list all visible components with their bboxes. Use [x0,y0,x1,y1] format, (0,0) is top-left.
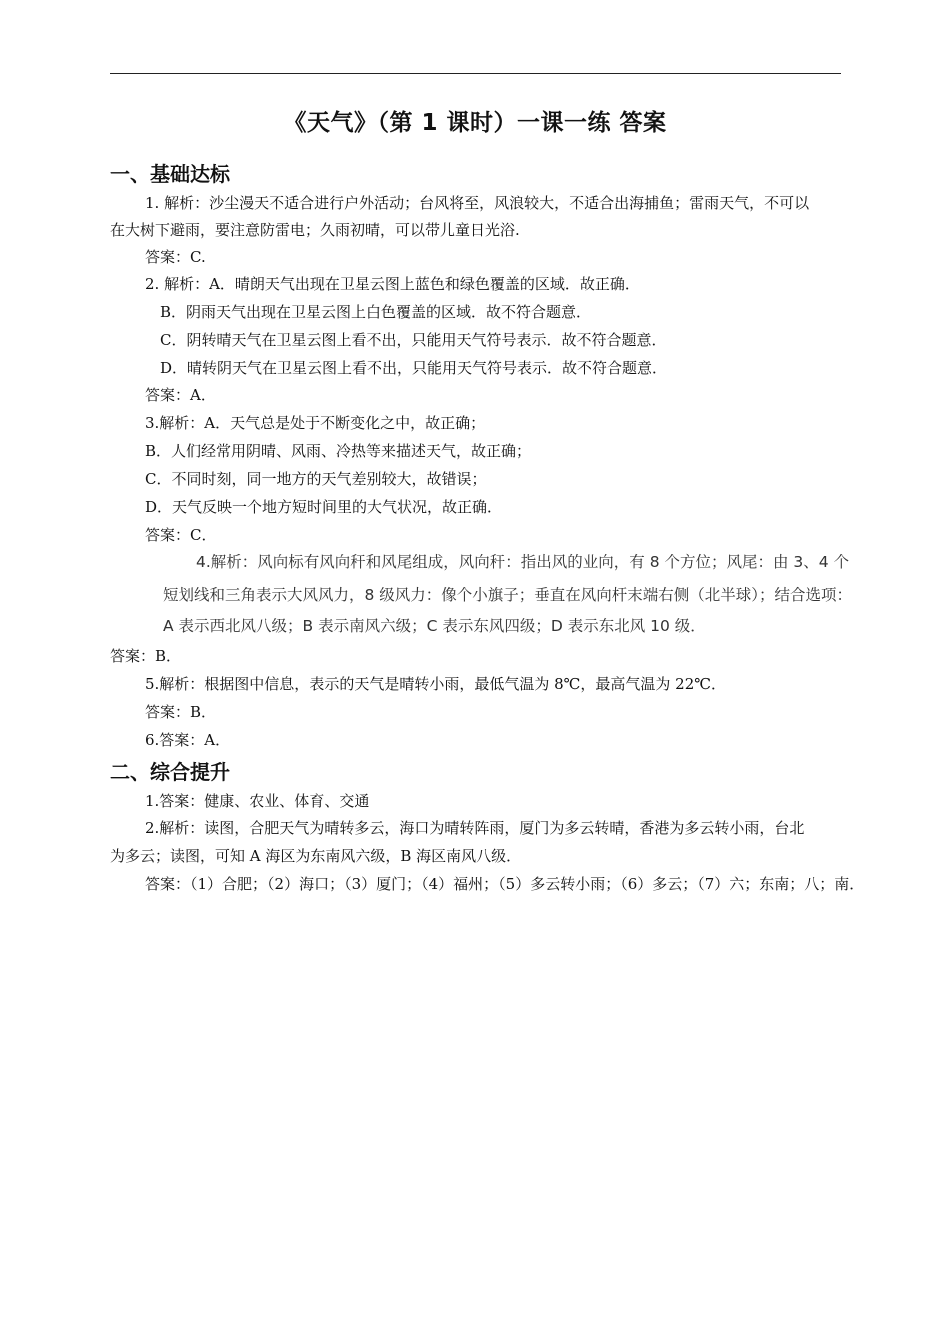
text-line: A 表示西北风八级；B 表示南风六级；C 表示东风四级；D 表示东北风 10 级． [163,617,706,635]
text-line: B．阴雨天气出现在卫星云图上白色覆盖的区域．故不符合题意． [160,303,592,321]
text-line: 答案：C． [145,526,217,544]
text-line: 答案：A． [145,386,216,404]
page-title: 《天气》（第 1 课时）一课一练 答案 [283,110,667,136]
header-rule [110,73,841,74]
section-heading-basic: 一、基础达标 [110,162,230,186]
text-line: 4.解析：风向标有风向秆和风尾组成，风向秆：指出风的业向，有 8 个方位；风尾：由 3、4 个 [196,553,850,571]
text-line: 答案：C. [145,248,206,266]
text-line: B．人们经常用阴晴、风雨、冷热等来描述天气，故正确； [145,442,532,460]
text-line: 答案：（1）合肥；（2）海口；（3）厦门；（4）福州；（5）多云转小雨；（6）多云；（7）六；东南；八；南． [145,875,865,893]
text-line: 6.答案：A． [145,731,231,749]
text-line: 答案：B． [110,647,182,665]
text-line: 2.解析：读图，合肥天气为晴转多云，海口为晴转阵雨，厦门为多云转晴，香港为多云转小雨，台北 [145,819,805,837]
text-line: 1.答案：健康、农业、体育、交通 [145,792,370,810]
section-heading-advanced: 二、综合提升 [110,760,230,784]
text-line: D．天气反映一个地方短时间里的大气状况，故正确． [145,498,503,516]
text-line: 5.解析：根据图中信息，表示的天气是晴转小雨，最低气温为 8℃，最高气温为 22℃． [145,675,727,693]
text-line: 答案：B． [145,703,217,721]
text-line: 短划线和三角表示大风风力，8 级风力：像个小旗子；垂直在风向杆末端右侧（北半球）；结合选项： [163,586,853,604]
text-line: 3.解析：A．天气总是处于不断变化之中，故正确； [145,414,486,432]
text-line: 在大树下避雨，要注意防雷电；久雨初晴，可以带儿童日光浴. [110,221,520,239]
text-line: C．不同时刻，同一地方的天气差别较大，故错误； [145,470,487,488]
text-line: C．阴转晴天气在卫星云图上看不出，只能用天气符号表示．故不符合题意． [160,331,667,349]
text-line: 为多云；读图，可知 A 海区为东南风六级，B 海区南风八级． [110,847,522,865]
text-line: 2. 解析：A．晴朗天气出现在卫星云图上蓝色和绿色覆盖的区域．故正确． [145,275,640,293]
text-line: 1. 解析：沙尘漫天不适合进行户外活动；台风将至，风浪较大，不适合出海捕鱼；雷雨天气，不可以 [145,194,810,212]
text-line: D．晴转阴天气在卫星云图上看不出，只能用天气符号表示．故不符合题意． [160,359,668,377]
